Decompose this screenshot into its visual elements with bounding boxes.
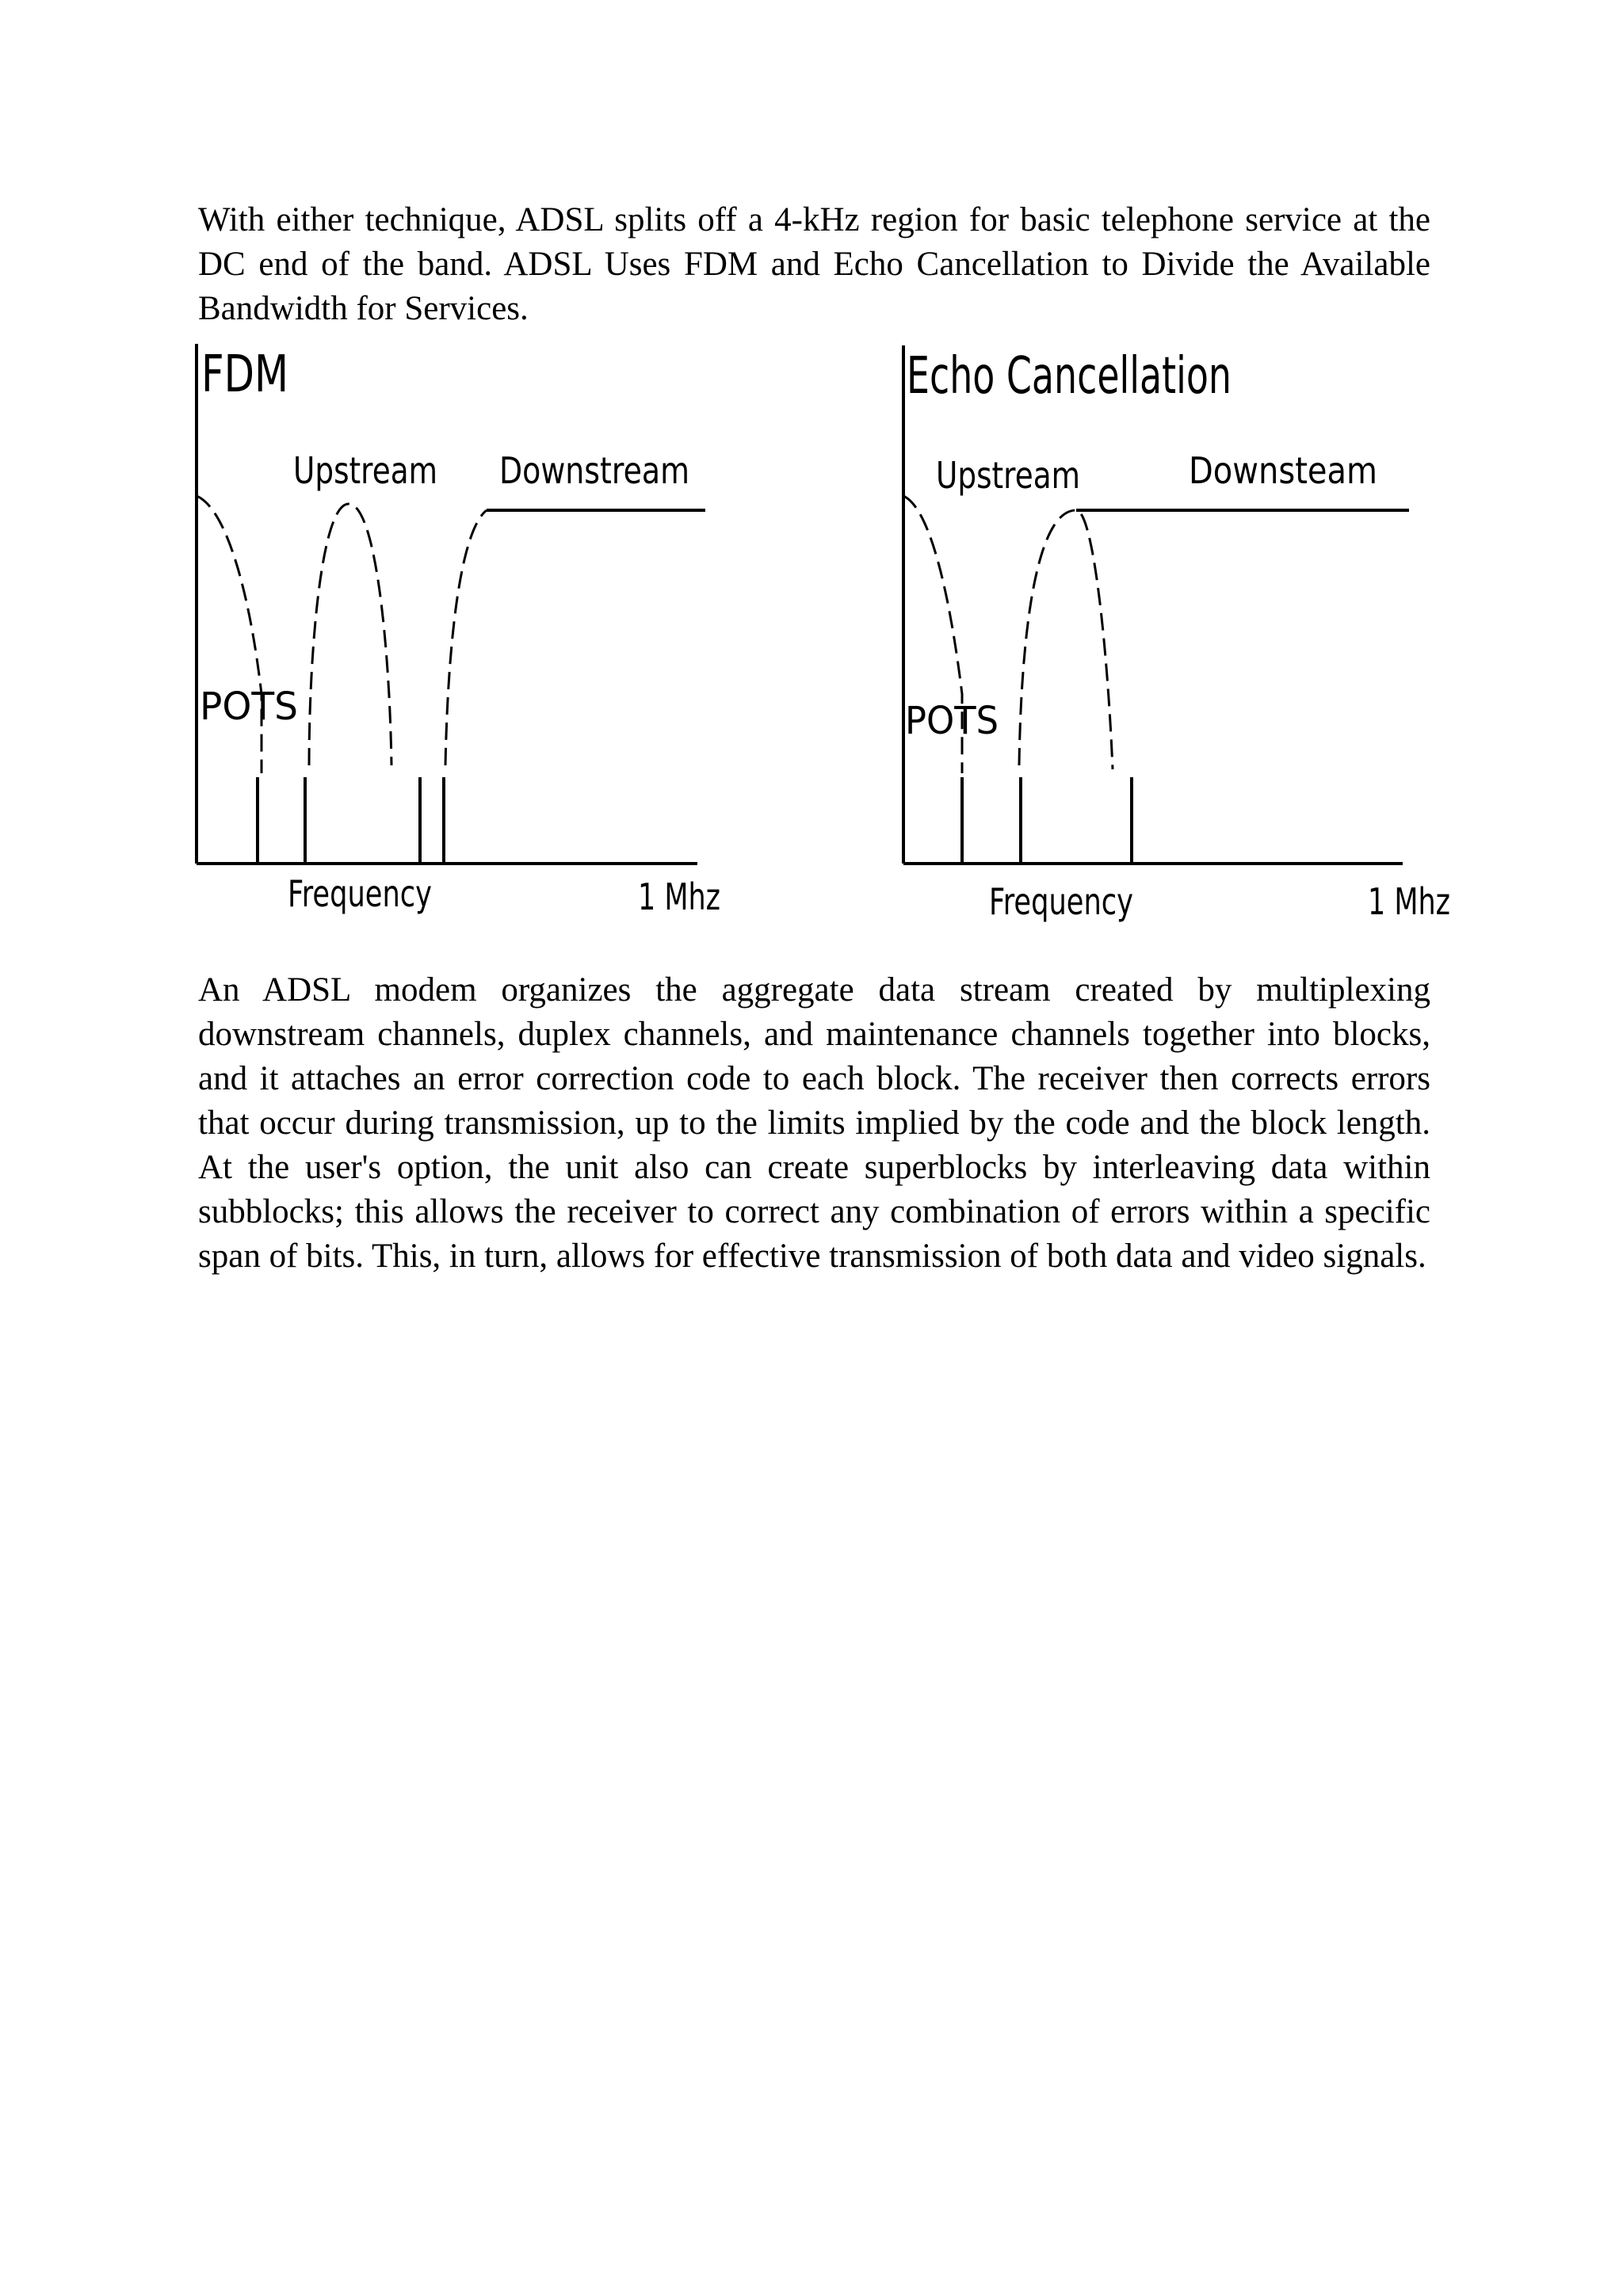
fdm-pots-curve	[197, 496, 262, 773]
fdm-upstream-label: Upstream	[293, 449, 437, 492]
fdm-1mhz-label: 1 Mhz	[638, 875, 720, 918]
fdm-frequency-label: Frequency	[288, 872, 432, 915]
echo-downstream-label: Downsteam	[1189, 449, 1377, 492]
fdm-pots-label: POTS	[200, 685, 298, 729]
echo-upstream-curve	[1019, 510, 1113, 769]
echo-1mhz-label: 1 Mhz	[1368, 880, 1450, 923]
fdm-downstream-curve	[445, 510, 487, 765]
modem-paragraph: An ADSL modem organizes the aggregate data stream created by multiplexing downstream channels, duplex channels, and maintenance channels together into blocks, and it attaches an error correction code to each block. The receiver then corrects errors that occur during transmission, up to the limits implied by the code and the block length. At the user's option, the unit also can create superblocks by interleaving data within subblocks; this allows the receiver to correct any combination of errors within a specific span of bits. This, in turn, allows for effective transmission of both data and video signals.	[198, 971, 1430, 1275]
echo-pots-label: POTS	[905, 699, 999, 743]
echo-upstream-label: Upstream	[936, 454, 1080, 497]
fdm-title: FDM	[201, 345, 288, 404]
fdm-diagram	[182, 338, 737, 940]
echo-cancellation-diagram	[886, 338, 1465, 940]
echo-frequency-label: Frequency	[989, 880, 1133, 923]
echo-diagram-svg	[886, 338, 1465, 940]
fdm-downstream-label: Downstream	[499, 449, 689, 492]
echo-title: Echo Cancellation	[907, 347, 1232, 406]
intro-paragraph: With either technique, ADSL splits off a 4-kHz region for basic telephone service at the DC end of the band. ADSL Uses FDM and Echo Cancellation to Divide the Available Bandwidth for Services.	[198, 201, 1430, 327]
fdm-diagram-svg	[182, 338, 737, 940]
fdm-upstream-curve	[309, 504, 391, 765]
